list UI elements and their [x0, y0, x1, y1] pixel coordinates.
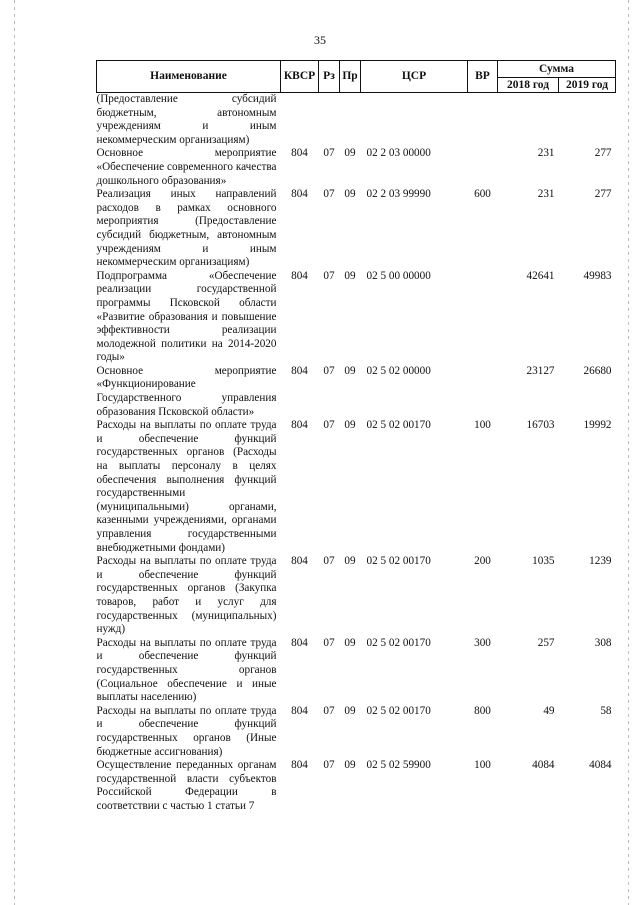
- row-pr: 09: [344, 147, 356, 160]
- row-pr: [340, 93, 361, 148]
- row-name: Основное мероприятие «Обеспечение современного качества дошкольного образования»: [96, 147, 277, 187]
- table-body: [97, 93, 616, 814]
- header-rz: Рз: [319, 61, 340, 93]
- row-amount-2018: [498, 93, 559, 148]
- table-row: [97, 365, 616, 419]
- left-margin-line: [14, 0, 15, 905]
- row-amount-2018: 231: [537, 147, 555, 160]
- row-rz: 07: [323, 704, 335, 717]
- row-kvsr: 804: [291, 419, 308, 432]
- row-kvsr: 804: [291, 147, 308, 160]
- row-kvsr: 804: [291, 188, 308, 201]
- row-pr: 09: [344, 636, 356, 649]
- row-amount-2018: 42641: [526, 269, 555, 282]
- row-csr: 02 5 02 00000: [366, 364, 431, 377]
- row-csr: 02 5 02 00170: [366, 704, 431, 717]
- right-margin-line: [628, 0, 629, 905]
- table-row: [97, 419, 616, 555]
- row-vr: 600: [474, 188, 491, 201]
- row-kvsr: 804: [291, 759, 308, 772]
- row-amount-2018: 49: [543, 704, 555, 717]
- header-year-2018: 2018 год: [498, 78, 559, 93]
- row-csr: 02 5 02 00170: [366, 419, 431, 432]
- row-vr: [468, 365, 498, 419]
- row-amount-2019: [559, 93, 616, 148]
- header-sum: Сумма: [498, 61, 616, 78]
- row-kvsr: 804: [291, 704, 308, 717]
- row-kvsr: 804: [291, 364, 308, 377]
- row-amount-2019: 308: [594, 636, 612, 649]
- row-rz: 07: [323, 147, 335, 160]
- row-vr: 200: [474, 555, 491, 568]
- row-csr: 02 2 03 99990: [366, 188, 431, 201]
- header-name: Наименование: [97, 61, 281, 93]
- row-amount-2018: 1035: [532, 555, 555, 568]
- row-vr: 300: [474, 636, 491, 649]
- table-row: [97, 93, 616, 148]
- row-vr: 100: [474, 419, 491, 432]
- row-rz: 07: [323, 364, 335, 377]
- row-amount-2019: 19992: [583, 419, 612, 432]
- row-pr: 09: [344, 555, 356, 568]
- row-rz: 07: [323, 269, 335, 282]
- row-kvsr: 804: [291, 636, 308, 649]
- row-amount-2019: 277: [594, 188, 612, 201]
- row-pr: 09: [344, 269, 356, 282]
- row-rz: 07: [323, 555, 335, 568]
- row-kvsr: 804: [291, 269, 308, 282]
- row-name: Подпрограмма «Обеспечение реализации государственной программы Псковской области «Развитие образования и повышение эффективности реализации молодежной политики на 2014-2020 годы»: [96, 269, 277, 364]
- row-amount-2018: 4084: [532, 759, 555, 772]
- row-amount-2018: 257: [537, 636, 555, 649]
- page-number: 35: [314, 33, 326, 47]
- row-rz: 07: [323, 636, 335, 649]
- row-csr: [361, 93, 468, 148]
- row-amount-2019: 4084: [589, 759, 612, 772]
- row-pr: 09: [344, 419, 356, 432]
- budget-table: [96, 60, 616, 813]
- header-year-2019: 2019 год: [559, 78, 616, 93]
- table-row: [97, 555, 616, 637]
- row-pr: 09: [344, 364, 356, 377]
- row-name: Расходы на выплаты по оплате труда и обеспечение функций государственных органов (Закупка товаров, работ и услуг для государственных (муниципальных) нужд): [96, 555, 277, 636]
- row-amount-2019: 49983: [583, 269, 612, 282]
- row-name: (Предоставление субсидий бюджетным, автономным учреждениям и иным некоммерческим организациям): [96, 93, 277, 146]
- table-row: [97, 188, 616, 270]
- row-rz: [319, 93, 340, 148]
- row-amount-2018: 16703: [526, 419, 555, 432]
- header-kvsr: КВСР: [281, 61, 319, 93]
- row-rz: 07: [323, 419, 335, 432]
- row-rz: 07: [323, 759, 335, 772]
- row-csr: 02 5 00 00000: [366, 269, 431, 282]
- row-name: Осуществление переданных органам государственной власти субъектов Российской Федерации в соответствии с частью 1 статьи 7: [96, 759, 277, 812]
- row-kvsr: [281, 93, 319, 148]
- table-row: [97, 705, 616, 759]
- header-pr: Пр: [340, 61, 361, 93]
- row-vr: [468, 93, 498, 148]
- row-vr: 100: [474, 759, 491, 772]
- table-row: [97, 637, 616, 705]
- row-csr: 02 5 02 59900: [366, 759, 431, 772]
- row-vr: [468, 270, 498, 365]
- row-name: Расходы на выплаты по оплате труда и обеспечение функций государственных органов (Иные бюджетные ассигнования): [96, 704, 277, 758]
- row-csr: 02 2 03 00000: [366, 147, 431, 160]
- row-name: Расходы на выплаты по оплате труда и обеспечение функций государственных органов (Социальное обеспечение и иные выплаты населению): [96, 636, 277, 704]
- row-amount-2019: 58: [600, 704, 612, 717]
- row-amount-2018: 231: [537, 188, 555, 201]
- row-vr: 800: [474, 704, 491, 717]
- row-rz: 07: [323, 188, 335, 201]
- row-csr: 02 5 02 00170: [366, 636, 431, 649]
- row-pr: 09: [344, 759, 356, 772]
- row-amount-2018: 23127: [526, 364, 555, 377]
- row-amount-2019: 26680: [583, 364, 612, 377]
- row-amount-2019: 277: [594, 147, 612, 160]
- row-vr: [468, 147, 498, 188]
- header-vr: ВР: [468, 61, 498, 93]
- row-name: Реализация иных направлений расходов в рамках основного мероприятия (Предоставление субсидий бюджетным, автономным учреждениям и иным некоммерческим организациям): [96, 188, 277, 269]
- row-csr: 02 5 02 00170: [366, 555, 431, 568]
- row-amount-2019: 1239: [589, 555, 612, 568]
- header-csr: ЦСР: [361, 61, 468, 93]
- row-pr: 09: [344, 188, 356, 201]
- row-name: Основное мероприятие «Функционирование Государственного управления образования Псковской области»: [96, 364, 277, 418]
- row-kvsr: 804: [291, 555, 308, 568]
- table-row: [97, 147, 616, 188]
- table-row: [97, 759, 616, 813]
- row-name: Расходы на выплаты по оплате труда и обеспечение функций государственных органов (Расходы на выплаты персоналу в целях обеспечения выполнения функций государственными (муниципальными) органами, казенными учреждениями, органами управления государственными внебюджетными фондами): [96, 419, 277, 554]
- row-pr: 09: [344, 704, 356, 717]
- table-row: [97, 270, 616, 365]
